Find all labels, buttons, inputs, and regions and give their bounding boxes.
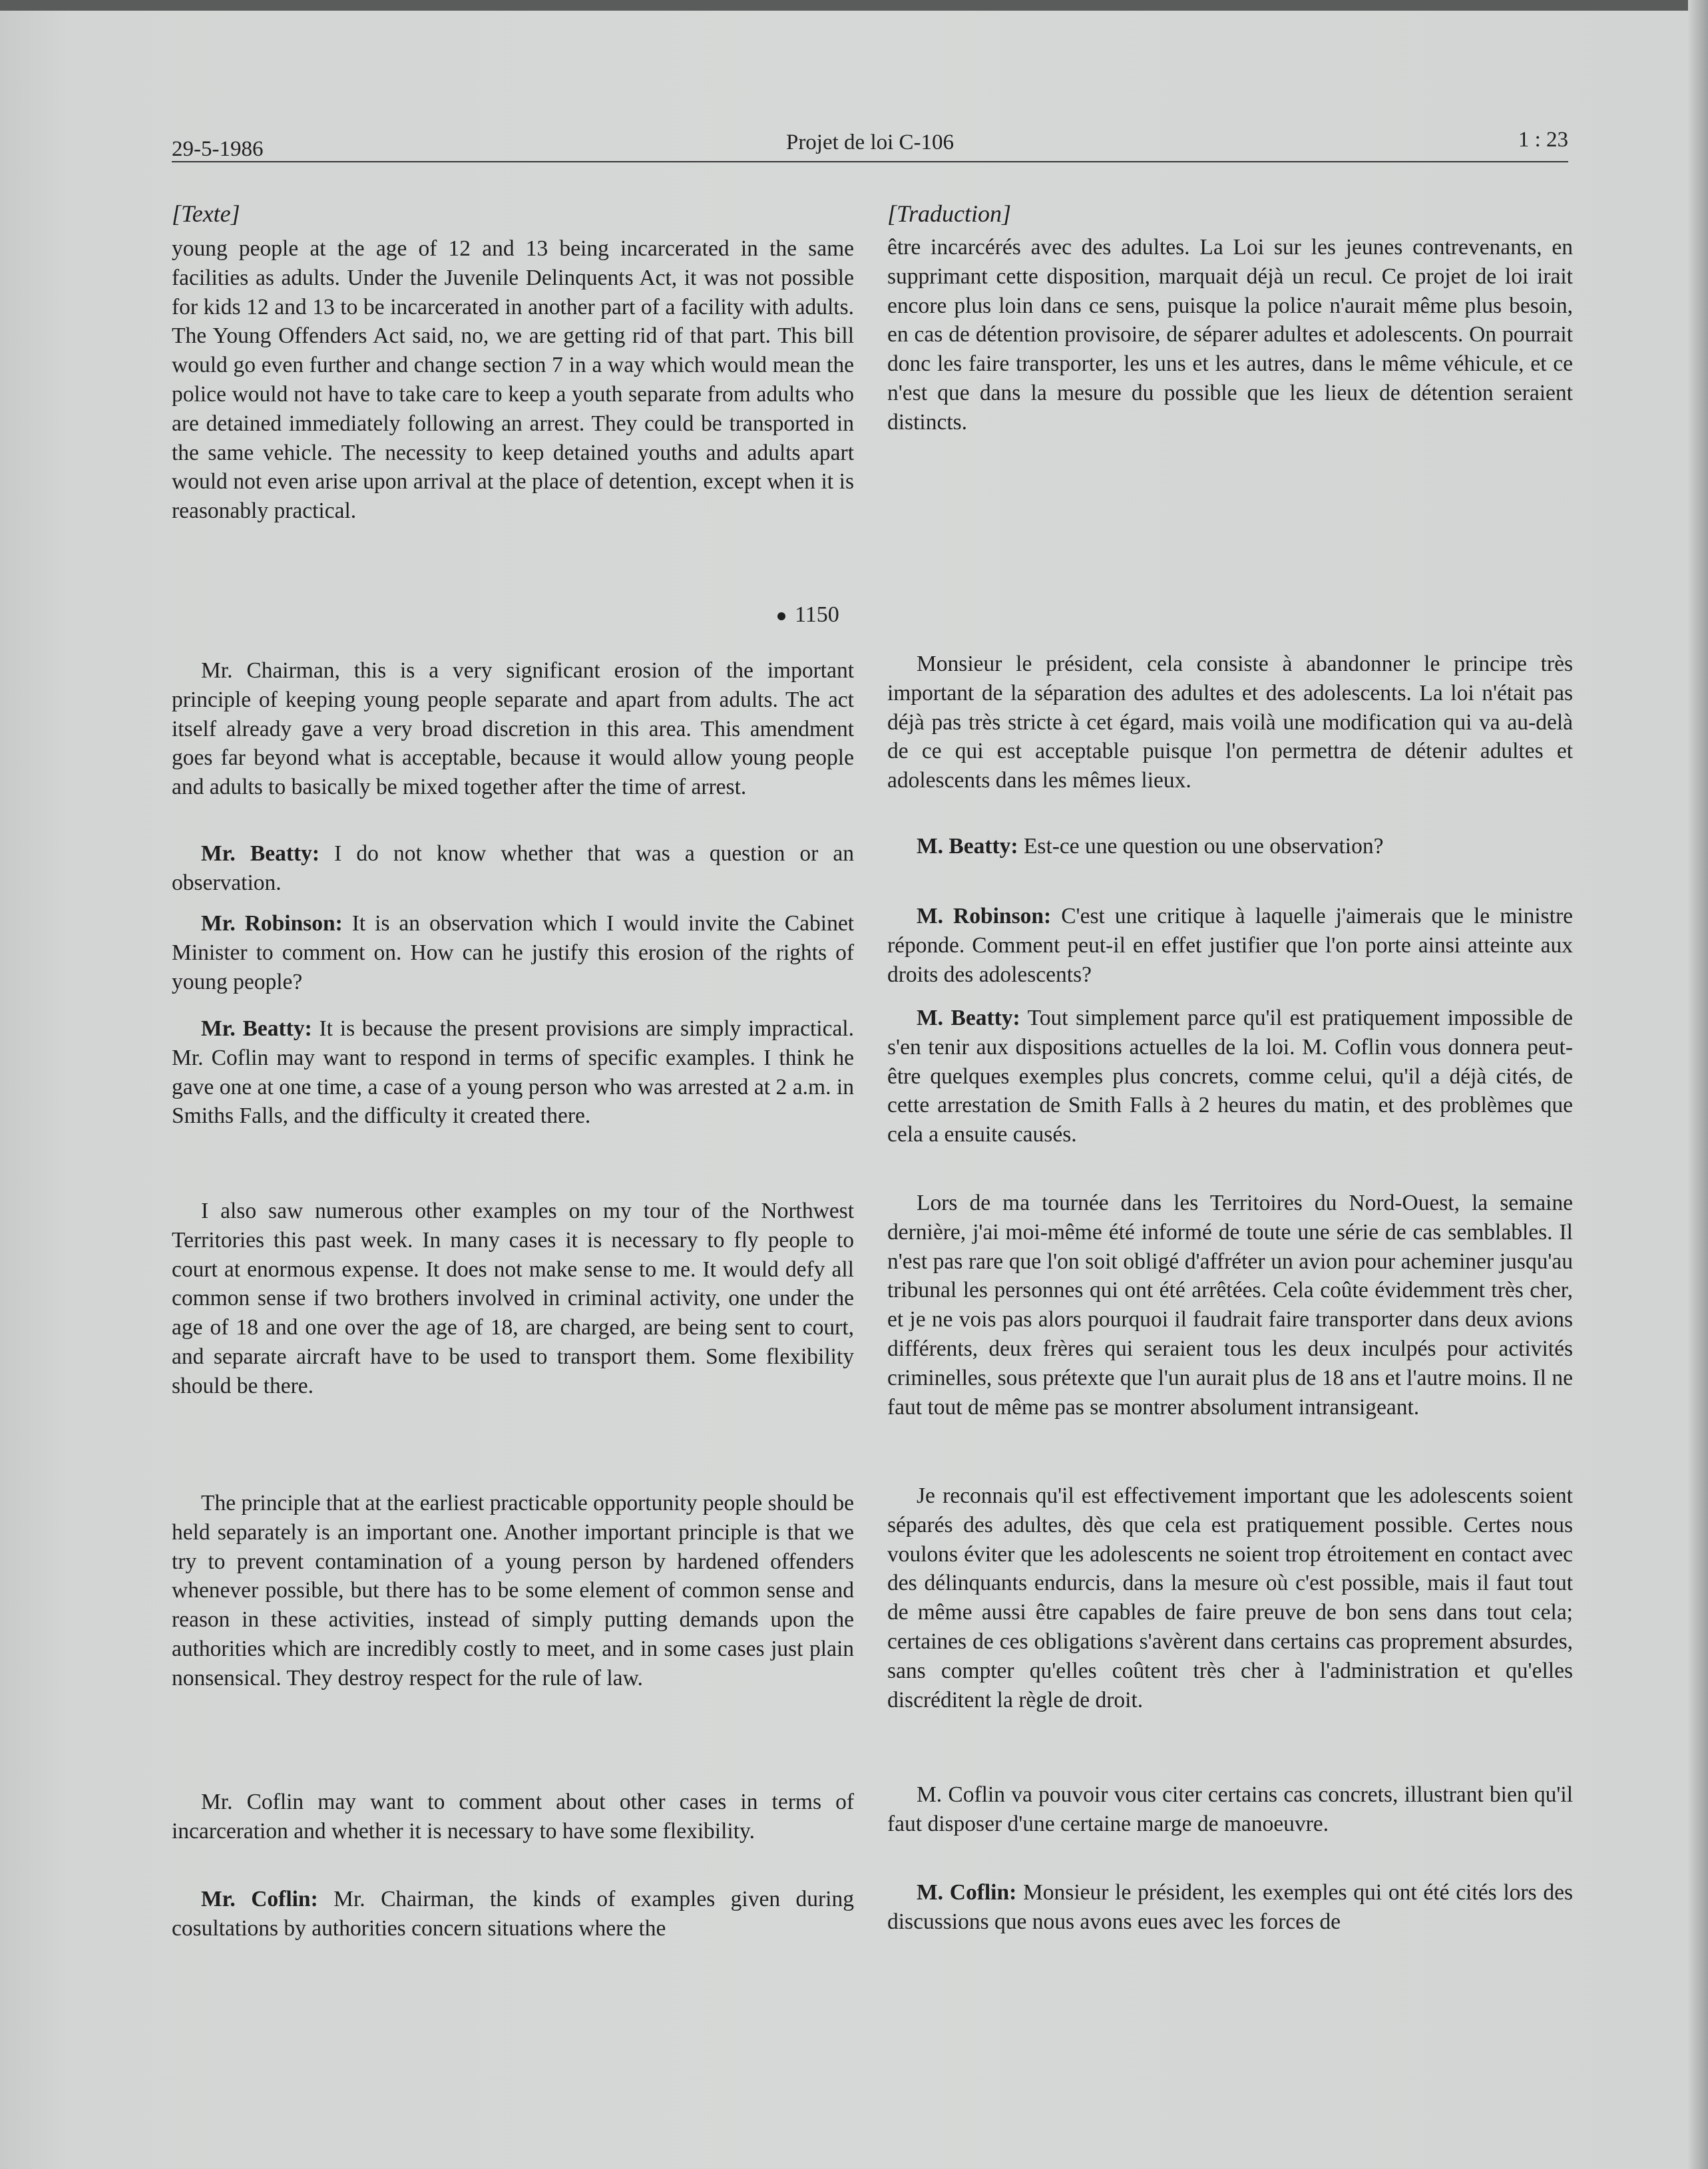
speaker-name: Mr. Robinson: xyxy=(201,911,343,936)
left-paragraph-1 xyxy=(172,234,854,526)
left-paragraph-7 xyxy=(172,1489,854,1693)
left-p1-text: young people at the age of 12 and 13 being incarcerated in the same facilities as adults. Under the Juvenile Delinquents Act, it was not possible for kids 12 and 13 to be incarcerated in another part of a facility with adults. The Young Offenders Act said, no, we are getting rid of that part. This bill would go even further and change section 7 in a way which would mean the police would not have to take care to keep a youth separate from adults who are detained immediately following an arrest. They could be transported in the same vehicle. The necessity to keep detained youths and adults apart would not even arise upon arrival at the place of detention, except when it is reasonably practical. xyxy=(172,236,854,524)
speaker-name: M. Beatty: xyxy=(917,834,1018,859)
header-date: 29-5-1986 xyxy=(172,137,264,161)
right-paragraph-7 xyxy=(887,1481,1573,1714)
left-paragraph-6 xyxy=(172,1197,854,1401)
right-column-heading: [Traduction] xyxy=(887,200,1012,227)
right-paragraph-6 xyxy=(887,1189,1573,1422)
left-p7-text: The principle that at the earliest practicable opportunity people should be held separately is an important one. Another important principle is that we try to prevent contamination of a young person by hardened offenders whenever possible, but there has to be some element of common sense and reason in these activities, instead of simply putting demands upon the authorities which are incredibly costly to meet, and in some cases just plain nonsensical. They destroy respect for the rule of law. xyxy=(172,1491,854,1690)
speaker-name: M. Robinson: xyxy=(917,904,1052,928)
right-paragraph-2 xyxy=(887,650,1573,795)
left-p2-text: Mr. Chairman, this is a very significant erosion of the important principle of keeping young people separate and apart from adults. The act itself already gave a very broad discretion in this area. This amendment goes far beyond what is acceptable, because it would allow young people and adults to basically be mixed together after the time of arrest. xyxy=(172,658,854,800)
right-paragraph-5 xyxy=(887,1004,1573,1149)
left-paragraph-9 xyxy=(172,1885,854,1943)
right-paragraph-4 xyxy=(887,902,1573,989)
right-p8-text: M. Coflin va pouvoir vous citer certains cas concrets, illustrant bien qu'il faut disposer d'une certaine marge de manoeuvre. xyxy=(887,1782,1573,1836)
header-title: Projet de loi C-106 xyxy=(785,130,955,154)
right-p6-text: Lors de ma tournée dans les Territoires du Nord-Ouest, la semaine dernière, j'ai moi-même été informé de toute une série de cas semblables. Il n'est pas rare que l'on soit obligé d'affréter un avion pour acheminer jusqu'au tribunal les personnes qui ont été arrêtées. Cela coûte évidemment très cher, et je ne vois pas alors pourquoi il faudrait faire transporter dans deux avions différents, deux frères qui seraient tous les deux inculpés pour activités criminelles, sous prétexte que l'un aurait plus de 18 ans et l'autre moins. Il ne faut tout de même pas se montrer absolument intransigeant. xyxy=(887,1191,1573,1420)
left-p6-text: I also saw numerous other examples on my tour of the Northwest Territories this past week. In many cases it is necessary to fly people to court at enormous expense. It does not make sense to me. It would defy all common sense if two brothers involved in criminal activity, one under the age of 18 and one over the age of 18, are charged, are being sent to court, and separate aircraft have to be used to transport them. Some flexibility should be there. xyxy=(172,1199,854,1398)
scan-right-edge xyxy=(1688,0,1708,2169)
right-paragraph-8 xyxy=(887,1780,1573,1839)
left-paragraph-2 xyxy=(172,656,854,802)
left-p5-text: It is because the present provisions are simply impractical. Mr. Coflin may want to respond in terms of specific examples. I think he gave one at one time, a case of a young person who was arrested at 2 a.m. in Smiths Falls, and the difficulty it created there. xyxy=(172,1016,854,1129)
right-p7-text: Je reconnais qu'il est effectivement important que les adolescents soient séparés des adultes, dès que cela est pratiquement possible. Certes nous voulons éviter que les adolescents ne soient trop étroitement en contact avec des délinquants endurcis, dans la mesure où c'est possible, mais il faut tout de même aussi être capables de faire preuve de bon sens dans tout cela; certaines de ces obligations s'avèrent dans certains cas proprement absurdes, sans compter qu'elles coûtent très cher à l'administration et qu'elles discréditent la règle de droit. xyxy=(887,1483,1573,1712)
header-page-number: 1 : 23 xyxy=(1518,128,1568,152)
page-header xyxy=(172,124,1568,162)
left-p3-text: I do not know whether that was a question or an observation. xyxy=(172,841,855,895)
speaker-name: M. Beatty: xyxy=(917,1006,1020,1030)
right-paragraph-9 xyxy=(887,1878,1573,1937)
speaker-name: Mr. Coflin: xyxy=(201,1887,318,1911)
scan-top-edge xyxy=(0,0,1708,11)
bullet-icon xyxy=(777,612,785,620)
speaker-name: M. Coflin: xyxy=(917,1880,1017,1905)
left-paragraph-5 xyxy=(172,1014,854,1131)
right-p9-text: Monsieur le président, les exemples qui ont été cités lors des discussions que nous avons eues avec les forces de xyxy=(887,1880,1573,1934)
right-paragraph-1 xyxy=(887,233,1573,437)
left-p9-text: Mr. Chairman, the kinds of examples given during cosultations by authorities concern situations where the xyxy=(172,1887,854,1941)
time-marker xyxy=(777,602,839,628)
speaker-name: Mr. Beatty: xyxy=(201,841,320,866)
right-p3-text: Est-ce une question ou une observation? xyxy=(1023,834,1384,859)
time-marker-text: 1150 xyxy=(795,602,839,627)
left-p4-text: It is an observation which I would invite the Cabinet Minister to comment on. How can he justify this erosion of the rights of young people? xyxy=(172,911,855,994)
right-paragraph-3 xyxy=(887,832,1573,861)
right-p2-text: Monsieur le président, cela consiste à abandonner le principe très important de la séparation des adultes et des adolescents. La loi n'était pas déjà pas très stricte à cet égard, mais voilà une modification qui va au-delà de ce qui est acceptable puisque l'on permettra de détenir adultes et adolescents dans les mêmes lieux. xyxy=(887,652,1573,793)
right-p5-text: Tout simplement parce qu'il est pratiquement impossible de s'en tenir aux dispositions actuelles de la loi. M. Coflin vous donnera peut-être quelques exemples plus concrets, comme celui, qu'il a déjà cités, de cette arrestation de Smith Falls à 2 heures du matin, et des problèmes que cela a ensuite causés. xyxy=(887,1006,1573,1147)
speaker-name: Mr. Beatty: xyxy=(201,1016,312,1041)
right-p4-text: C'est une critique à laquelle j'aimerais que le ministre réponde. Comment peut-il en effet justifier que l'on porte ainsi atteinte aux droits des adolescents? xyxy=(887,904,1573,987)
right-p1-text: être incarcérés avec des adultes. La Loi sur les jeunes contrevenants, en supprimant cette disposition, marquait déjà un recul. Ce projet de loi irait encore plus loin dans ce sens, puisque la police n'aurait même plus besoin, en cas de détention provisoire, de séparer adultes et adolescents. On pourrait donc les faire transporter, les uns et les autres, dans le même véhicule, et ce n'est que dans la mesure du possible que les lieux de détention seraient distincts. xyxy=(887,235,1573,435)
left-paragraph-8 xyxy=(172,1788,854,1846)
left-paragraph-3 xyxy=(172,839,854,898)
left-column-heading: [Texte] xyxy=(172,200,240,227)
left-p8-text: Mr. Coflin may want to comment about other cases in terms of incarceration and whether it is necessary to have some flexibility. xyxy=(172,1790,854,1844)
left-paragraph-4 xyxy=(172,909,854,996)
